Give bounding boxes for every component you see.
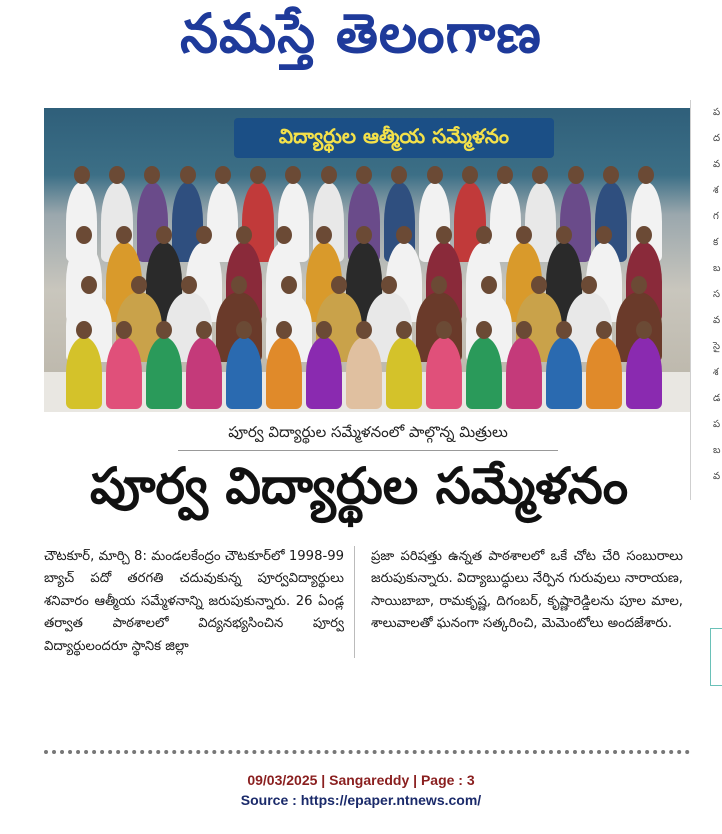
adjacent-column-char: వ bbox=[713, 159, 721, 170]
photo-person-head bbox=[581, 276, 597, 294]
photo-person-head bbox=[391, 166, 407, 184]
photo-person-head bbox=[596, 321, 612, 339]
photo-banner bbox=[234, 118, 554, 158]
photo-person-head bbox=[476, 321, 492, 339]
photo-person-head bbox=[381, 276, 397, 294]
photo-person bbox=[386, 337, 422, 409]
photo-person-head bbox=[396, 226, 412, 244]
newspaper-logo: నమస్తే తెలంగాణ bbox=[180, 1, 542, 65]
photo-person-head bbox=[109, 166, 125, 184]
adjacent-column-char: శ bbox=[713, 185, 719, 196]
photo-person-head bbox=[462, 166, 478, 184]
adjacent-column-char: ద bbox=[713, 133, 721, 144]
photo-person-head bbox=[116, 321, 132, 339]
photo-person-head bbox=[436, 321, 452, 339]
photo-person-head bbox=[476, 226, 492, 244]
masthead bbox=[0, 0, 722, 80]
photo-person-head bbox=[76, 226, 92, 244]
photo-person-head bbox=[250, 166, 266, 184]
headline bbox=[28, 452, 690, 532]
adjacent-column-char: బ bbox=[713, 263, 721, 274]
adjacent-column-char: ప bbox=[713, 419, 721, 430]
photo-person-head bbox=[556, 321, 572, 339]
adjacent-column-char: వ bbox=[713, 471, 721, 482]
adjacent-column-char: సై bbox=[713, 341, 721, 352]
photo-person-head bbox=[532, 166, 548, 184]
photo-person-head bbox=[481, 276, 497, 294]
article-body-left: చౌటకూర్, మార్చి 8: మండలకేంద్రం చౌటకూర్‌లో 1998-99 బ్యాచ్ పదో తరగతి చదువుకున్న పూర్వవిద్యార్థులు శనివారం ఆత్మీయ సమ్మేళనాన్ని జరుపుకున్నారు. 26 ఏండ్ల తర్వాత పాఠశాలలో విద్యనభ్యసించిన పూర్వ విద్యార్థులందరూ స్థానిక జిల్లా bbox=[44, 546, 355, 658]
adjacent-column-char: వ bbox=[713, 315, 721, 326]
photo-person-head bbox=[396, 321, 412, 339]
photo-person-head bbox=[427, 166, 443, 184]
photo-person-head bbox=[156, 321, 172, 339]
photo-person-head bbox=[276, 226, 292, 244]
photo-person-head bbox=[497, 166, 513, 184]
photo-person-head bbox=[603, 166, 619, 184]
photo-person bbox=[266, 337, 302, 409]
adjacent-column-char: స bbox=[713, 289, 721, 300]
photo-person-head bbox=[74, 166, 90, 184]
photo-person-head bbox=[116, 226, 132, 244]
adjacent-column-char: డ bbox=[713, 393, 721, 404]
photo-person bbox=[466, 337, 502, 409]
photo-person bbox=[146, 337, 182, 409]
group-photo bbox=[44, 108, 690, 412]
photo-person-head bbox=[281, 276, 297, 294]
photo-person bbox=[226, 337, 262, 409]
adjacent-column-char: క bbox=[713, 237, 719, 248]
photo-person-head bbox=[144, 166, 160, 184]
photo-person bbox=[626, 337, 662, 409]
photo-person-head bbox=[568, 166, 584, 184]
photo-person-head bbox=[516, 321, 532, 339]
adjacent-clip-edge bbox=[710, 628, 722, 686]
photo-person bbox=[506, 337, 542, 409]
photo-person-head bbox=[636, 226, 652, 244]
photo-person-head bbox=[196, 321, 212, 339]
adjacent-column-char: బ bbox=[713, 445, 721, 456]
photo-banner-text: విద్యార్థుల ఆత్మీయ సమ్మేళనం bbox=[278, 123, 510, 148]
photo-person-head bbox=[236, 226, 252, 244]
footer bbox=[0, 770, 722, 810]
photo-person-head bbox=[356, 166, 372, 184]
photo-person-head bbox=[276, 321, 292, 339]
photo-person-head bbox=[81, 276, 97, 294]
adjacent-column-strip bbox=[690, 100, 722, 500]
adjacent-column-char: గ bbox=[713, 211, 719, 222]
photo-person-head bbox=[180, 166, 196, 184]
photo-person-head bbox=[236, 321, 252, 339]
adjacent-column-char: శ bbox=[713, 367, 719, 378]
photo-person-head bbox=[131, 276, 147, 294]
photo-person-head bbox=[638, 166, 654, 184]
photo-caption-text: పూర్వ విద్యార్థుల సమ్మేళనంలో పాల్గొన్న మిత్రులు bbox=[228, 423, 508, 441]
photo-person-head bbox=[636, 321, 652, 339]
photo-person bbox=[66, 337, 102, 409]
footer-source-link[interactable]: Source : https://epaper.ntnews.com/ bbox=[240, 792, 482, 808]
section-divider bbox=[44, 750, 690, 760]
photo-person-head bbox=[356, 226, 372, 244]
photo-person-head bbox=[231, 276, 247, 294]
photo-person-head bbox=[156, 226, 172, 244]
photo-person-head bbox=[356, 321, 372, 339]
photo-person-head bbox=[331, 276, 347, 294]
photo-person-head bbox=[316, 321, 332, 339]
photo-person bbox=[546, 337, 582, 409]
headline-text: పూర్వ విద్యార్థుల సమ్మేళనం bbox=[89, 456, 629, 515]
photo-person-head bbox=[516, 226, 532, 244]
photo-person bbox=[186, 337, 222, 409]
photo-person bbox=[586, 337, 622, 409]
photo-person-head bbox=[215, 166, 231, 184]
photo-person bbox=[106, 337, 142, 409]
photo-person-head bbox=[531, 276, 547, 294]
photo-person bbox=[346, 337, 382, 409]
photo-person-head bbox=[316, 226, 332, 244]
photo-person-head bbox=[321, 166, 337, 184]
article-body-right: ప్రజా పరిషత్తు ఉన్నత పాఠశాలలో ఒకే చోట చేరి సంబురాలు జరుపుకున్నారు. విద్యాబుద్ధులు నేర్పిన గురువులు నారాయణ, సాయిబాబా, రామకృష్ణ, దిగంబర్, కృష్ణారెడ్డిలను పూల మాల, శాలువాలతో ఘనంగా సత్కరించి, మెమెంటోలు అందజేశారు. bbox=[371, 549, 683, 632]
footer-date-edition: 09/03/2025 | Sangareddy | Page : 3 bbox=[247, 772, 475, 788]
photo-person-head bbox=[631, 276, 647, 294]
photo-person-head bbox=[196, 226, 212, 244]
adjacent-column-char: ప bbox=[713, 107, 721, 118]
photo-person-head bbox=[76, 321, 92, 339]
photo-person bbox=[426, 337, 462, 409]
photo-person-head bbox=[431, 276, 447, 294]
photo-person-head bbox=[556, 226, 572, 244]
photo-person-head bbox=[596, 226, 612, 244]
photo-person-head bbox=[436, 226, 452, 244]
photo-caption bbox=[178, 418, 558, 451]
news-clipping bbox=[28, 100, 688, 740]
photo-person bbox=[306, 337, 342, 409]
photo-person-head bbox=[181, 276, 197, 294]
photo-person-head bbox=[285, 166, 301, 184]
